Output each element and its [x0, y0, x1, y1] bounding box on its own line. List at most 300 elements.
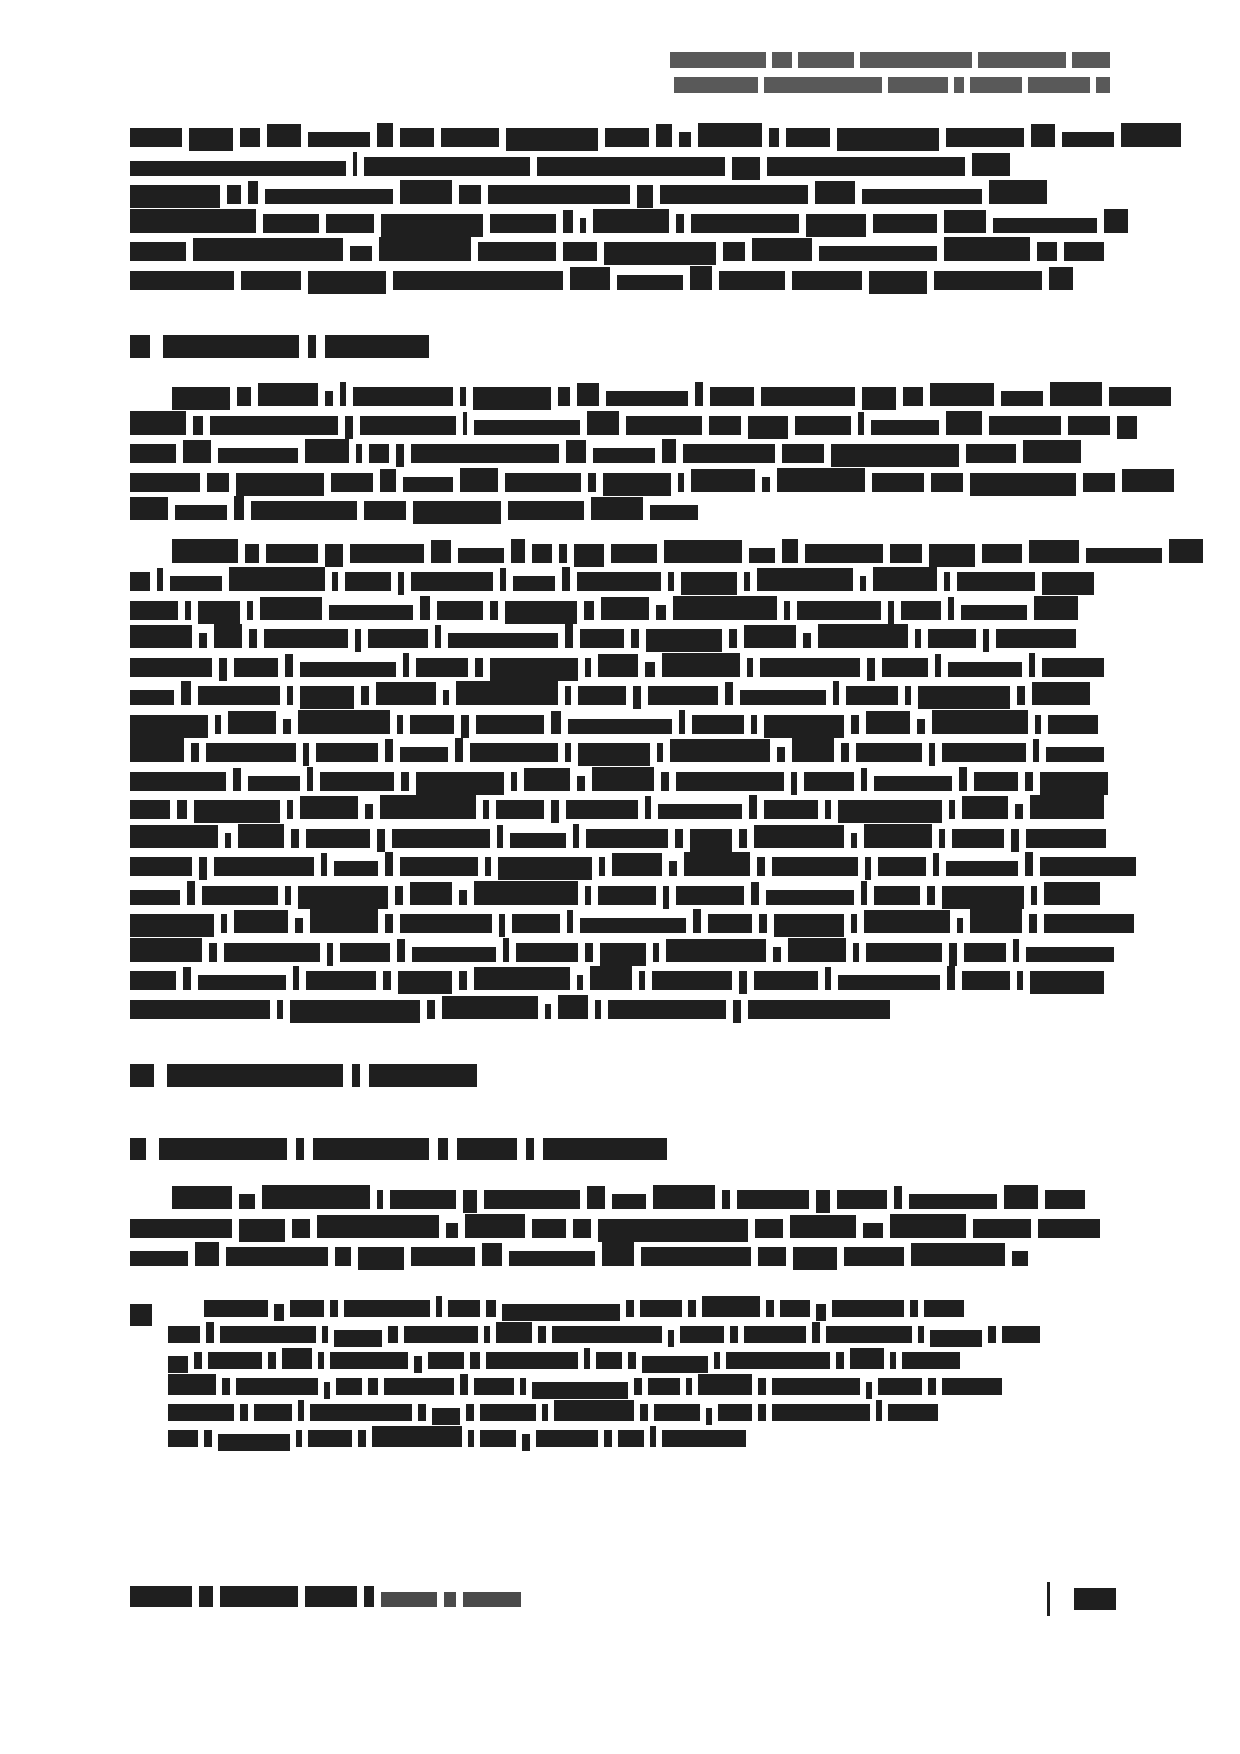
- redaction-bar: [642, 1356, 708, 1373]
- redaction-bar: [249, 629, 257, 648]
- redaction-bar: [606, 391, 688, 406]
- redaction-bar: [329, 605, 413, 620]
- redacted-line: [130, 440, 1020, 469]
- redaction-bar: [695, 382, 703, 406]
- redaction-bar: [234, 496, 244, 520]
- redaction-bar: [710, 387, 754, 406]
- redaction-bar: [410, 715, 454, 734]
- redaction-bar: [631, 629, 639, 648]
- redaction-bar: [404, 1326, 478, 1343]
- redaction-bar: [130, 411, 186, 435]
- redaction-bar: [345, 572, 391, 591]
- redaction-bar: [878, 857, 926, 876]
- redaction-bar: [662, 439, 676, 463]
- redaction-bar: [225, 833, 231, 848]
- redaction-bar: [191, 743, 199, 762]
- redaction-bar: [769, 128, 779, 147]
- redaction-bar: [678, 473, 684, 492]
- redaction-bar: [949, 800, 955, 819]
- redaction-bar: [509, 1251, 595, 1266]
- redaction-bar: [130, 209, 256, 233]
- redaction-bar: [285, 654, 293, 677]
- redaction-bar: [850, 1348, 884, 1369]
- redaction-bar: [666, 939, 766, 962]
- redaction-bar: [744, 625, 796, 648]
- redaction-bar: [679, 710, 685, 734]
- redaction-bar: [508, 501, 584, 520]
- redaction-bar: [758, 1378, 766, 1395]
- redaction-bar: [929, 743, 935, 766]
- redaction-bar: [798, 52, 854, 68]
- redaction-bar: [545, 1004, 551, 1019]
- redacted-line: [130, 181, 1020, 210]
- redaction-bar: [218, 448, 298, 463]
- redaction-bar: [316, 743, 378, 762]
- redaction-bar: [194, 800, 280, 823]
- redaction-bar: [593, 209, 669, 233]
- redaction-bar: [670, 739, 770, 762]
- redaction-bar: [418, 1404, 426, 1421]
- redacted-line: [168, 1430, 1020, 1456]
- redaction-bar: [1032, 682, 1090, 705]
- redaction-bar: [838, 975, 940, 990]
- redaction-bar: [1017, 971, 1023, 990]
- redaction-bar: [368, 629, 428, 648]
- redaction-bar: [773, 947, 781, 962]
- redacted-line: [130, 1186, 1020, 1215]
- redaction-bar: [372, 1426, 462, 1447]
- redaction-bar: [428, 1352, 464, 1369]
- redaction-bar: [568, 719, 672, 734]
- redaction-bar: [403, 653, 409, 677]
- redaction-bar: [298, 1400, 304, 1421]
- redaction-bar: [691, 214, 799, 233]
- redaction-bar: [690, 829, 732, 852]
- redaction-bar: [772, 1378, 860, 1395]
- redaction-bar: [168, 1356, 188, 1373]
- redaction-bar: [1029, 540, 1079, 563]
- redaction-bar: [591, 497, 643, 520]
- redaction-bar: [214, 857, 314, 876]
- redaction-bar: [618, 1430, 644, 1447]
- redaction-bar: [780, 1300, 810, 1317]
- redaction-bar: [670, 52, 766, 68]
- redaction-bar: [486, 1300, 496, 1317]
- redacted-line: [130, 412, 1020, 441]
- redaction-bar: [377, 829, 385, 852]
- redaction-bar: [757, 568, 853, 591]
- redaction-bar: [930, 1330, 982, 1347]
- redaction-bar: [946, 861, 1018, 876]
- redaction-bar: [725, 682, 733, 705]
- redaction-bar: [772, 857, 858, 876]
- redaction-bar: [268, 1352, 276, 1369]
- redaction-bar: [584, 1348, 590, 1369]
- heading-subsection-a: [130, 1138, 1020, 1172]
- redaction-bar: [412, 947, 496, 962]
- redaction-bar: [826, 1326, 912, 1343]
- redaction-bar: [503, 938, 509, 962]
- redaction-bar: [193, 238, 343, 261]
- redaction-bar: [856, 743, 922, 762]
- redaction-bar: [942, 743, 1026, 762]
- redaction-bar: [318, 1352, 324, 1369]
- redaction-bar: [130, 857, 192, 876]
- redaction-bar: [350, 544, 424, 563]
- redaction-bar: [458, 548, 504, 563]
- redaction-bar: [663, 886, 669, 909]
- redaction-bar: [754, 971, 818, 990]
- redaction-bar: [298, 710, 390, 734]
- redaction-bar: [552, 1326, 662, 1343]
- redaction-bar: [236, 1378, 318, 1395]
- redaction-bar: [130, 914, 214, 937]
- redacted-line: [0, 52, 1116, 75]
- redaction-bar: [465, 1214, 525, 1238]
- redaction-bar: [400, 747, 448, 762]
- redaction-bar: [207, 473, 229, 492]
- redaction-bar: [291, 829, 299, 848]
- redaction-bar: [983, 629, 989, 652]
- redaction-bar: [400, 914, 492, 933]
- redaction-bar: [484, 1326, 490, 1343]
- redaction-bar: [782, 539, 798, 563]
- redaction-bar: [350, 246, 372, 261]
- redaction-bar: [804, 772, 854, 791]
- redaction-bar: [300, 662, 396, 677]
- redaction-bar: [324, 1382, 330, 1399]
- redaction-bar: [766, 890, 854, 905]
- redaction-bar: [752, 238, 812, 261]
- redaction-bar: [356, 444, 362, 463]
- redaction-bar: [679, 132, 691, 147]
- redaction-bar: [739, 971, 747, 994]
- redaction-bar: [227, 185, 241, 204]
- redaction-bar: [358, 1430, 366, 1447]
- redaction-bar: [602, 1242, 634, 1266]
- redaction-bar: [163, 335, 299, 358]
- redaction-bar: [598, 1219, 748, 1242]
- redaction-bar: [473, 387, 551, 410]
- redaction-bar: [198, 686, 280, 705]
- redaction-bar: [988, 1326, 996, 1343]
- redaction-bar: [444, 1592, 456, 1607]
- redaction-bar: [554, 1400, 634, 1421]
- redaction-bar: [204, 1430, 212, 1447]
- redaction-bar: [364, 1586, 374, 1607]
- redaction-bar: [653, 943, 659, 962]
- redaction-bar: [680, 1326, 724, 1343]
- redaction-bar: [598, 886, 656, 905]
- redacted-line: [130, 739, 1020, 768]
- redaction-bar: [1030, 795, 1104, 819]
- redaction-bar: [833, 681, 839, 705]
- redaction-bar: [733, 1000, 741, 1023]
- redaction-bar: [239, 1194, 255, 1209]
- redaction-bar: [130, 690, 174, 705]
- redaction-bar: [758, 1247, 786, 1266]
- redaction-bar: [463, 1190, 477, 1213]
- redaction-bar: [1033, 739, 1039, 762]
- redacted-line: [130, 1215, 1020, 1244]
- redaction-bar: [248, 181, 258, 204]
- running-head: [0, 52, 1116, 102]
- redaction-bar: [1044, 914, 1134, 933]
- redaction-bar: [397, 715, 403, 734]
- redaction-bar: [888, 1404, 938, 1421]
- redaction-bar: [567, 910, 573, 933]
- redaction-bar: [496, 1322, 532, 1343]
- redaction-bar: [1062, 132, 1114, 147]
- redaction-bar: [604, 1430, 612, 1447]
- redaction-bar: [368, 1378, 378, 1395]
- redaction-bar: [175, 505, 227, 520]
- redaction-bar: [305, 439, 349, 463]
- redaction-bar: [816, 1304, 826, 1321]
- redaction-bar: [221, 914, 227, 933]
- redaction-bar: [948, 662, 1022, 677]
- redaction-bar: [130, 1586, 192, 1607]
- redaction-bar: [759, 914, 767, 933]
- redaction-bar: [751, 882, 759, 905]
- redaction-bar: [335, 1247, 351, 1266]
- redaction-bar: [917, 719, 925, 734]
- redaction-bar: [890, 1214, 966, 1238]
- redaction-bar: [403, 477, 453, 492]
- redacted-line: [130, 711, 1020, 740]
- redaction-bar: [1017, 686, 1025, 705]
- redaction-bar: [264, 629, 348, 648]
- redaction-bar: [566, 800, 638, 819]
- redaction-bar: [431, 540, 451, 563]
- quote-gap-above: [130, 1286, 1020, 1300]
- redaction-bar: [204, 1300, 268, 1317]
- redaction-bar: [340, 943, 390, 962]
- redaction-bar: [474, 420, 580, 435]
- redaction-bar: [537, 157, 725, 176]
- redaction-bar: [130, 185, 220, 208]
- redacted-line: [0, 77, 1116, 100]
- redaction-bar: [596, 1352, 622, 1369]
- redaction-bar: [536, 1430, 598, 1447]
- redaction-bar: [395, 886, 403, 905]
- redaction-bar: [867, 658, 875, 681]
- redaction-bar: [325, 391, 333, 406]
- redaction-bar: [578, 743, 650, 766]
- redaction-bar: [962, 796, 1008, 819]
- redaction-bar: [247, 601, 253, 620]
- redaction-bar: [435, 625, 441, 648]
- redaction-bar: [379, 237, 471, 261]
- redaction-bar: [459, 185, 481, 204]
- heading-gap-above: [130, 1112, 1020, 1138]
- redaction-bar: [130, 473, 200, 492]
- redaction-bar: [927, 886, 935, 905]
- redaction-bar: [755, 1219, 783, 1238]
- redaction-bar: [709, 416, 741, 435]
- redaction-bar: [1028, 77, 1090, 93]
- redaction-bar: [183, 440, 211, 463]
- redaction-bar: [206, 1322, 214, 1343]
- redaction-bar: [411, 444, 559, 463]
- redaction-bar: [498, 857, 592, 880]
- redaction-bar: [459, 971, 467, 990]
- redaction-bar: [563, 242, 597, 261]
- redaction-bar: [656, 124, 672, 147]
- redaction-bar: [480, 1430, 516, 1447]
- redaction-bar: [865, 857, 871, 880]
- redaction-bar: [542, 1404, 548, 1421]
- redaction-bar: [580, 918, 686, 933]
- redaction-bar: [325, 335, 429, 358]
- redaction-bar: [723, 242, 745, 261]
- redaction-bar: [218, 1434, 290, 1451]
- redacted-line: [130, 497, 1020, 526]
- redaction-bar: [195, 1242, 219, 1266]
- redaction-bar: [964, 943, 1006, 962]
- quote-marker-icon: [130, 1304, 152, 1326]
- redaction-bar: [952, 829, 1004, 848]
- redaction-bar: [767, 157, 965, 176]
- paragraph-gap: [130, 1272, 1020, 1286]
- redaction-bar: [894, 1186, 902, 1209]
- redaction-bar: [637, 185, 653, 208]
- redaction-bar: [942, 1378, 1002, 1395]
- redaction-bar: [837, 1190, 887, 1209]
- redaction-bar: [585, 886, 591, 905]
- redaction-bar: [573, 1219, 591, 1238]
- redaction-bar: [648, 1378, 680, 1395]
- redaction-bar: [456, 681, 558, 705]
- redaction-bar: [398, 572, 404, 595]
- redaction-bar: [468, 1430, 474, 1447]
- redaction-bar: [293, 966, 299, 990]
- redaction-bar: [480, 1404, 536, 1421]
- redaction-bar: [650, 505, 698, 520]
- redaction-bar: [873, 567, 937, 591]
- redaction-bar: [740, 690, 826, 705]
- redaction-bar: [442, 996, 538, 1019]
- redaction-bar: [668, 1330, 674, 1347]
- redaction-bar: [1121, 123, 1181, 147]
- redaction-bar: [490, 601, 498, 620]
- redaction-bar: [962, 971, 1010, 990]
- redaction-bar: [851, 715, 859, 734]
- redaction-bar: [441, 128, 499, 147]
- redaction-bar: [400, 180, 452, 204]
- redaction-bar: [485, 857, 491, 876]
- redaction-bar: [475, 658, 483, 677]
- redaction-bar: [966, 444, 1016, 463]
- redaction-bar: [1042, 658, 1104, 677]
- redaction-bar: [949, 943, 957, 966]
- redaction-bar: [470, 1352, 480, 1369]
- redaction-bar: [446, 1223, 458, 1238]
- redaction-bar: [792, 738, 834, 762]
- redaction-bar: [254, 1404, 292, 1421]
- redacted-line: [168, 1352, 1020, 1378]
- redaction-bar: [739, 829, 747, 848]
- redaction-bar: [862, 189, 982, 204]
- redaction-bar: [587, 1186, 605, 1209]
- redaction-bar: [287, 800, 293, 819]
- redaction-bar: [588, 473, 596, 492]
- redaction-bar: [520, 1378, 526, 1395]
- redaction-bar: [432, 1408, 460, 1425]
- redaction-bar: [652, 971, 732, 990]
- redaction-bar: [228, 711, 276, 734]
- redaction-bar: [500, 568, 506, 591]
- redaction-bar: [948, 597, 954, 620]
- redaction-bar: [939, 829, 945, 848]
- redaction-bar: [352, 1064, 360, 1087]
- redaction-bar: [327, 943, 333, 966]
- block-quote-wrapper: [130, 1300, 1020, 1456]
- redaction-bar: [772, 52, 792, 68]
- redaction-bar: [413, 501, 501, 524]
- redaction-bar: [130, 658, 212, 677]
- redaction-bar: [385, 914, 393, 933]
- redaction-bar: [708, 914, 752, 933]
- redaction-bar: [1086, 548, 1162, 563]
- redaction-bar: [933, 853, 939, 876]
- redaction-bar: [836, 1352, 844, 1369]
- redaction-bar: [844, 1247, 904, 1266]
- redaction-bar: [595, 1000, 601, 1019]
- redaction-bar: [130, 497, 168, 520]
- paragraph-1: [130, 383, 1020, 526]
- redaction-bar: [698, 1374, 752, 1395]
- redaction-bar: [882, 658, 928, 677]
- redaction-bar: [229, 567, 325, 591]
- redaction-bar: [924, 1300, 964, 1317]
- redaction-bar: [634, 1378, 642, 1395]
- redaction-bar: [890, 1352, 896, 1369]
- redaction-bar: [761, 387, 855, 406]
- heading-gap-above: [130, 1038, 1020, 1064]
- redaction-bar: [698, 123, 762, 147]
- redaction-bar: [237, 387, 251, 406]
- redaction-bar: [676, 772, 784, 791]
- redaction-bar: [866, 711, 910, 734]
- redaction-bar: [989, 416, 1061, 435]
- redacted-line: [130, 124, 1020, 153]
- redaction-bar: [732, 157, 760, 180]
- redaction-bar: [358, 1247, 404, 1270]
- redaction-bar: [942, 886, 1024, 909]
- redaction-bar: [130, 938, 202, 962]
- redaction-bar: [448, 1300, 480, 1317]
- redaction-bar: [240, 128, 260, 147]
- redaction-bar: [436, 1296, 442, 1317]
- redaction-bar: [282, 1348, 312, 1369]
- redaction-bar: [283, 719, 291, 734]
- redaction-bar: [130, 800, 170, 819]
- redaction-bar: [239, 1219, 285, 1242]
- redaction-bar: [972, 153, 1010, 176]
- redaction-bar: [757, 857, 765, 876]
- redaction-bar: [934, 271, 1042, 290]
- redacted-line: [130, 1243, 1020, 1272]
- redaction-bar: [764, 800, 818, 819]
- redaction-bar: [1001, 391, 1043, 406]
- redaction-bar: [959, 767, 967, 791]
- redaction-bar: [381, 1592, 437, 1607]
- redaction-bar: [772, 1404, 870, 1421]
- redaction-bar: [612, 853, 662, 876]
- redaction-bar: [617, 275, 683, 290]
- redaction-bar: [910, 1300, 918, 1317]
